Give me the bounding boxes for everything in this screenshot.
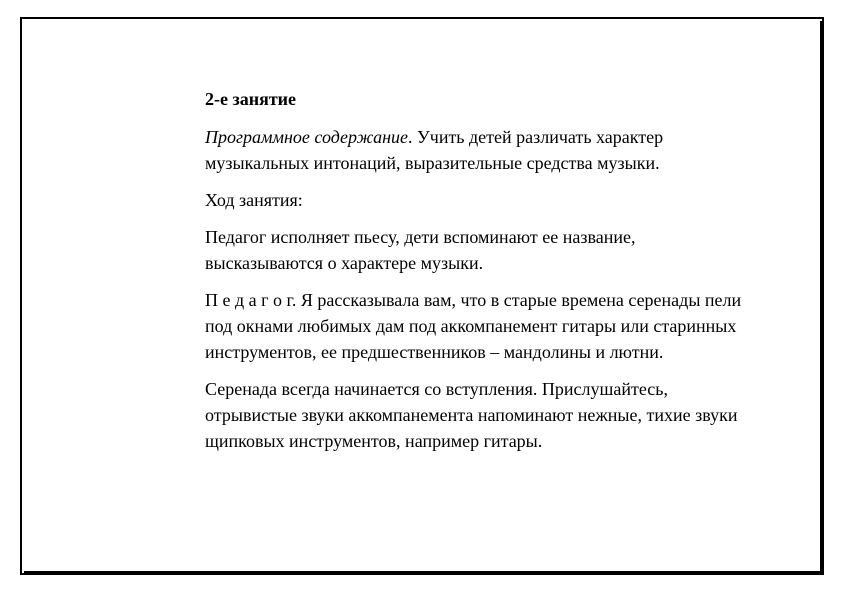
paragraph-teacher-plays: Педагог исполняет пьесу, дети вспоминают ее название, высказываются о характере музыки. xyxy=(205,227,636,273)
lesson-heading: 2-е занятие xyxy=(205,89,297,109)
teacher-text: . Я рассказывала вам, что в старые времена серенады пели под окнами любимых дам под аккомпанемент гитары или старинных инструментов, ее предшественников – мандолины и лютни. xyxy=(205,290,742,362)
program-text: . Учить детей различать характер музыкальных интонаций, выразительные средства музыки. xyxy=(205,127,664,173)
program-paragraph xyxy=(205,124,745,176)
paragraph-serenade: Серенада всегда начинается со вступления. Прислушайтесь, отрывистые звуки аккомпанемента напоминают нежные, тихие звуки щипковых инструментов, например гитары. xyxy=(205,379,738,451)
program-label: Программное содержание xyxy=(205,127,409,147)
course-label: Ход занятия: xyxy=(205,190,303,210)
teacher-label: П е д а г о г xyxy=(205,290,292,310)
teacher-speech-paragraph xyxy=(205,287,745,365)
document-body xyxy=(205,86,745,465)
